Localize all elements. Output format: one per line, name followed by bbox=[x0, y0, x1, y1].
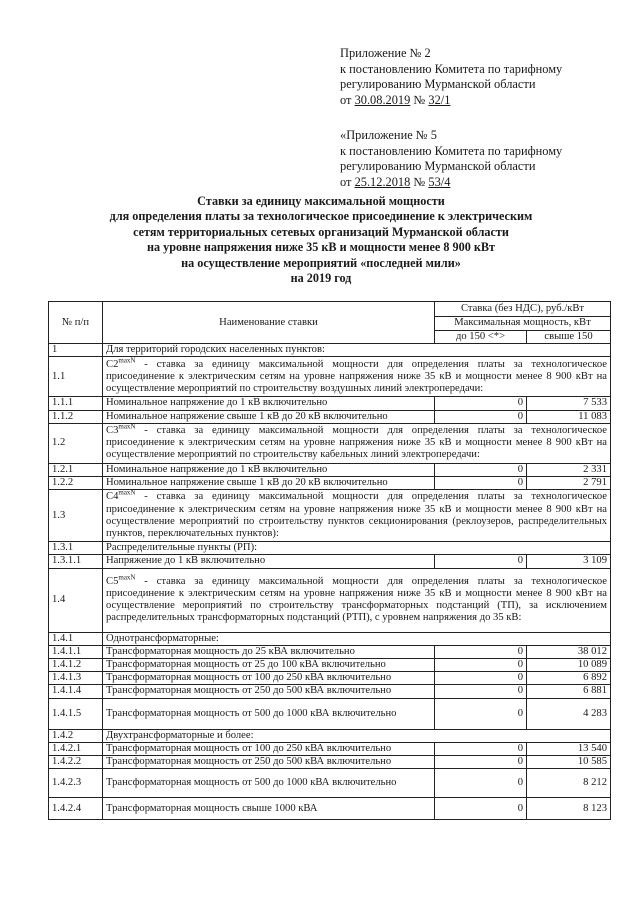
row-text: Трансформаторная мощность от 250 до 500 кВА включительно bbox=[103, 685, 435, 698]
value-up-to-150: 0 bbox=[435, 685, 527, 698]
row-num: 1.4 bbox=[49, 568, 103, 632]
row-num: 1.1.2 bbox=[49, 410, 103, 423]
row-text: Трансформаторная мощность от 250 до 500 кВА включительно bbox=[103, 756, 435, 769]
annex-date-line bbox=[340, 175, 630, 191]
table-row bbox=[49, 672, 611, 685]
rate-code-sup: maxN bbox=[118, 422, 136, 431]
value-over-150: 2 331 bbox=[527, 463, 611, 476]
row-num: 1 bbox=[49, 344, 103, 357]
value-up-to-150: 0 bbox=[435, 672, 527, 685]
value-up-to-150: 0 bbox=[435, 477, 527, 490]
annex-line: регулированию Мурманской области bbox=[340, 77, 536, 91]
value-up-to-150: 0 bbox=[435, 659, 527, 672]
table-row bbox=[49, 568, 611, 632]
value-up-to-150: 0 bbox=[435, 798, 527, 820]
row-text: Однотрансформаторные: bbox=[103, 632, 611, 645]
value-over-150: 11 083 bbox=[527, 410, 611, 423]
annex-number-prefix: № bbox=[413, 92, 426, 107]
annex-line: к постановлению Комитета по тарифному bbox=[340, 61, 563, 76]
row-text: Номинальное напряжение до 1 кВ включительно bbox=[103, 463, 435, 476]
table-row bbox=[49, 423, 611, 463]
header-num: № п/п bbox=[49, 302, 103, 344]
row-num: 1.4.1.2 bbox=[49, 659, 103, 672]
row-num: 1.4.2.1 bbox=[49, 742, 103, 755]
table-row bbox=[49, 542, 611, 555]
row-text: Номинальное напряжение до 1 кВ включительно bbox=[103, 397, 435, 410]
document-title bbox=[60, 194, 582, 286]
table-row bbox=[49, 756, 611, 769]
rate-description: - ставка за единицу максимальной мощности для определения платы за технологическое присоединение к электрическим сетям на уровне напряжения ниже 35 кВ и мощности менее 8 900 кВт на осуществление мероприятий по строительству кабельных линий электропередачи: bbox=[106, 425, 608, 461]
value-up-to-150: 0 bbox=[435, 742, 527, 755]
annex-number: 32/1 bbox=[428, 92, 451, 107]
annex-line: Приложение № 2 bbox=[340, 46, 431, 60]
header-name: Наименование ставки bbox=[103, 302, 435, 344]
table-row bbox=[49, 357, 611, 397]
row-num: 1.2.2 bbox=[49, 477, 103, 490]
value-up-to-150: 0 bbox=[435, 410, 527, 423]
rate-code-sup: maxN bbox=[118, 573, 136, 582]
row-text: Трансформаторная мощность от 100 до 250 кВА включительно bbox=[103, 742, 435, 755]
row-text: Для территорий городских населенных пунктов: bbox=[103, 344, 611, 357]
rate-code: C5 bbox=[106, 575, 119, 587]
title-line: Ставки за единицу максимальной мощности bbox=[197, 194, 445, 208]
header-over-150: свыше 150 bbox=[527, 331, 611, 344]
title-line: на осуществление мероприятий «последней мили» bbox=[181, 255, 461, 270]
row-num: 1.2.1 bbox=[49, 463, 103, 476]
row-num: 1.1 bbox=[49, 357, 103, 397]
value-up-to-150: 0 bbox=[435, 645, 527, 658]
title-line: на 2019 год bbox=[290, 271, 352, 286]
rates-table bbox=[48, 301, 611, 820]
rate-description: - ставка за единицу максимальной мощности для определения платы за технологическое присоединение к электрическим сетям на уровне напряжения ниже 35 кВ и мощности менее 8 900 кВт на осуществление мероприятий по строительству воздушных линий электропередачи: bbox=[106, 358, 608, 394]
table-row bbox=[49, 742, 611, 755]
row-text: Распределительные пункты (РП): bbox=[103, 542, 611, 555]
row-num: 1.4.1.1 bbox=[49, 645, 103, 658]
table-row bbox=[49, 769, 611, 798]
row-num: 1.4.2 bbox=[49, 729, 103, 742]
table-row bbox=[49, 632, 611, 645]
row-text: Трансформаторная мощность свыше 1000 кВА bbox=[103, 798, 435, 820]
value-up-to-150: 0 bbox=[435, 555, 527, 568]
value-over-150: 8 123 bbox=[527, 798, 611, 820]
annex-number: 53/4 bbox=[428, 174, 451, 189]
rate-code: C3 bbox=[106, 425, 119, 436]
row-num: 1.4.1.3 bbox=[49, 672, 103, 685]
value-over-150: 6 892 bbox=[527, 672, 611, 685]
row-num: 1.1.1 bbox=[49, 397, 103, 410]
rate-code-sup: maxN bbox=[118, 356, 136, 365]
table-row bbox=[49, 397, 611, 410]
rate-code-sup: maxN bbox=[118, 488, 136, 497]
table-header-row bbox=[49, 302, 611, 317]
table-row bbox=[49, 798, 611, 820]
value-over-150: 13 540 bbox=[527, 742, 611, 755]
title-line: сетям территориальных сетевых организаций Мурманской области bbox=[133, 224, 509, 239]
value-over-150: 4 283 bbox=[527, 698, 611, 729]
row-num: 1.4.1.4 bbox=[49, 685, 103, 698]
row-text: Номинальное напряжение свыше 1 кВ до 20 кВ включительно bbox=[103, 477, 435, 490]
table-row bbox=[49, 659, 611, 672]
rate-code: C4 bbox=[106, 491, 119, 503]
row-text: Напряжение до 1 кВ включительно bbox=[103, 555, 435, 568]
annex-date-prefix: от bbox=[340, 174, 352, 189]
row-text bbox=[103, 357, 611, 397]
row-text: Трансформаторная мощность от 500 до 1000 кВА включительно bbox=[103, 698, 435, 729]
row-text: Трансформаторная мощность от 100 до 250 кВА включительно bbox=[103, 672, 435, 685]
row-num: 1.3.1 bbox=[49, 542, 103, 555]
title-line: на уровне напряжения ниже 35 кВ и мощности менее 8 900 кВт bbox=[147, 240, 495, 255]
annex-date: 30.08.2019 bbox=[354, 92, 411, 107]
table-row bbox=[49, 410, 611, 423]
value-over-150: 8 212 bbox=[527, 769, 611, 798]
value-up-to-150: 0 bbox=[435, 397, 527, 410]
table-row bbox=[49, 685, 611, 698]
table-row bbox=[49, 729, 611, 742]
title-line: для определения платы за технологическое присоединение к электрическим bbox=[109, 209, 533, 224]
row-num: 1.4.1 bbox=[49, 632, 103, 645]
header-up-to-150: до 150 <*> bbox=[435, 331, 527, 344]
row-text: Номинальное напряжение свыше 1 кВ до 20 кВ включительно bbox=[103, 410, 435, 423]
value-up-to-150: 0 bbox=[435, 698, 527, 729]
annex-line: регулированию Мурманской области bbox=[340, 159, 536, 173]
value-up-to-150: 0 bbox=[435, 756, 527, 769]
value-over-150: 2 791 bbox=[527, 477, 611, 490]
row-text bbox=[103, 490, 611, 542]
row-text bbox=[103, 568, 611, 632]
table-row bbox=[49, 645, 611, 658]
annex-header-original bbox=[340, 128, 630, 190]
table-row bbox=[49, 490, 611, 542]
table-row bbox=[49, 477, 611, 490]
annex-header-current bbox=[340, 46, 630, 108]
row-num: 1.4.2.4 bbox=[49, 798, 103, 820]
value-over-150: 10 585 bbox=[527, 756, 611, 769]
table-row bbox=[49, 344, 611, 357]
value-over-150: 10 089 bbox=[527, 659, 611, 672]
header-power: Максимальная мощность, кВт bbox=[435, 317, 611, 331]
annex-date-line bbox=[340, 93, 630, 109]
row-num: 1.4.2.2 bbox=[49, 756, 103, 769]
annex-number-prefix: № bbox=[413, 174, 426, 189]
table-row bbox=[49, 555, 611, 568]
value-up-to-150: 0 bbox=[435, 769, 527, 798]
value-over-150: 38 012 bbox=[527, 645, 611, 658]
row-text: Трансформаторная мощность до 25 кВА включительно bbox=[103, 645, 435, 658]
row-num: 1.3.1.1 bbox=[49, 555, 103, 568]
annex-date: 25.12.2018 bbox=[354, 174, 411, 189]
value-over-150: 3 109 bbox=[527, 555, 611, 568]
value-over-150: 7 533 bbox=[527, 397, 611, 410]
table-row bbox=[49, 463, 611, 476]
annex-date-prefix: от bbox=[340, 92, 352, 107]
header-rate: Ставка (без НДС), руб./кВт bbox=[435, 302, 611, 317]
rate-description: - ставка за единицу максимальной мощности для определения платы за технологическое присоединение к электрическим сетям на уровне напряжения ниже 35 кВ и мощности менее 8 900 кВт на осуществление мероприятий по строительству трансформаторных подстанций (ТП), за исключением распределительных трансформаторных подстанций (РТП), с уровнем напряжения до 35 кВ: bbox=[106, 575, 608, 624]
rate-code: C2 bbox=[106, 358, 119, 370]
row-num: 1.3 bbox=[49, 490, 103, 542]
row-text: Трансформаторная мощность от 500 до 1000 кВА включительно bbox=[103, 769, 435, 798]
value-over-150: 6 881 bbox=[527, 685, 611, 698]
row-text: Трансформаторная мощность от 25 до 100 кВА включительно bbox=[103, 659, 435, 672]
row-text bbox=[103, 423, 611, 463]
value-up-to-150: 0 bbox=[435, 463, 527, 476]
row-num: 1.4.1.5 bbox=[49, 698, 103, 729]
row-num: 1.4.2.3 bbox=[49, 769, 103, 798]
annex-line: «Приложение № 5 bbox=[340, 128, 437, 142]
row-text: Двухтрансформаторные и более: bbox=[103, 729, 611, 742]
annex-line: к постановлению Комитета по тарифному bbox=[340, 143, 563, 158]
row-num: 1.2 bbox=[49, 423, 103, 463]
table-row bbox=[49, 698, 611, 729]
rate-description: - ставка за единицу максимальной мощности для определения платы за технологическое присоединение к электрическим сетям на уровне напряжения ниже 35 кВ и мощности менее 8 900 кВт на осуществление мероприятий по строительству пунктов секционирования (реклоузеров, распределительных пунктов, переключательных пунктов): bbox=[106, 491, 608, 539]
